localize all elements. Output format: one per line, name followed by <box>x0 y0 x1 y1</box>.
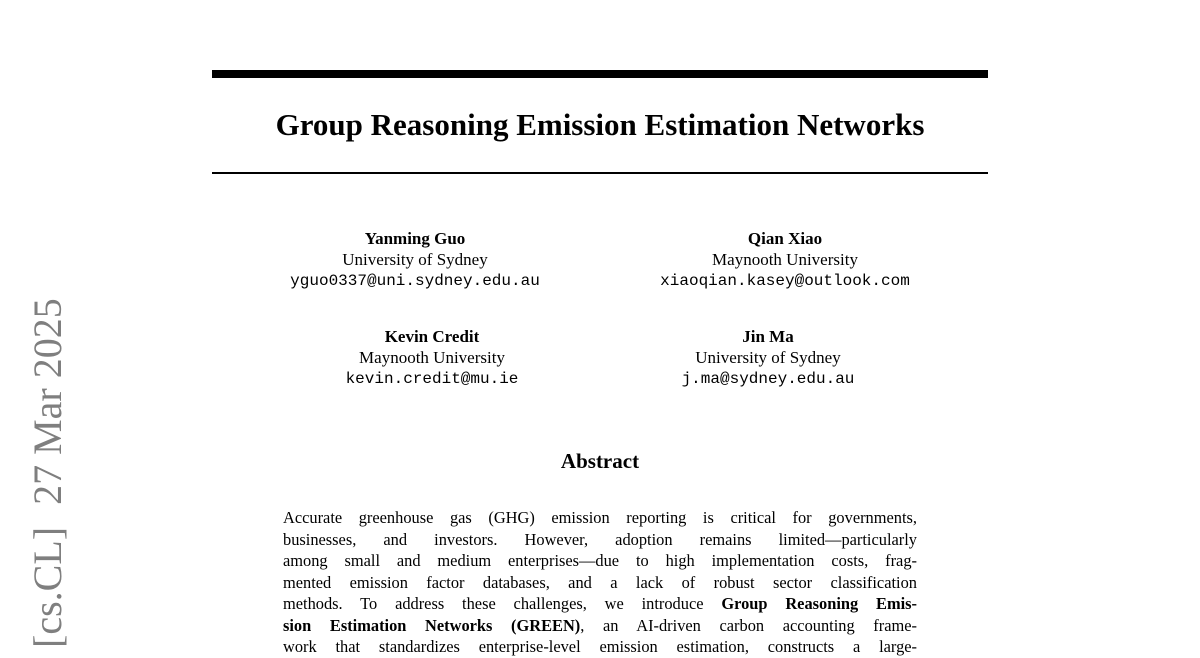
author-block <box>588 326 948 390</box>
abstract-text: methods. To address these challenges, we introduce <box>283 594 704 613</box>
title-rule-bottom <box>212 172 988 174</box>
abstract-line: work that standardizes enterprise-level emission estimation, constructs a large- <box>283 637 917 656</box>
abstract-heading: Abstract <box>560 449 640 473</box>
abstract-emphasis: Group Reasoning Emis- <box>721 594 917 613</box>
author-block <box>605 228 965 292</box>
abstract-line: among small and medium enterprises—due to high implementation costs, frag- <box>283 551 917 570</box>
abstract-body <box>283 507 917 658</box>
abstract-line: mented emission factor databases, and a lack of robust sector classification <box>283 572 917 592</box>
abstract-emphasis: sion Estimation Networks (GREEN) <box>283 615 581 635</box>
author-email[interactable]: j.ma@sydney.edu.au <box>681 370 855 388</box>
author-affiliation: Maynooth University <box>359 348 505 367</box>
author-block <box>235 228 595 292</box>
arxiv-category: [cs.CL] <box>25 526 70 648</box>
arxiv-date: 27 Mar 2025 <box>25 298 70 505</box>
title-rule-top <box>212 70 988 78</box>
author-name: Qian Xiao <box>747 229 823 248</box>
author-affiliation: University of Sydney <box>695 348 841 367</box>
abstract-line <box>283 593 917 615</box>
author-name: Kevin Credit <box>384 327 480 346</box>
arxiv-stamp <box>25 298 71 648</box>
abstract-line: Accurate greenhouse gas (GHG) emission reporting is critical for governments, <box>283 508 917 527</box>
author-email[interactable]: yguo0337@uni.sydney.edu.au <box>290 272 540 290</box>
author-affiliation: Maynooth University <box>712 250 858 269</box>
author-name: Jin Ma <box>742 327 794 346</box>
author-email[interactable]: xiaoqian.kasey@outlook.com <box>660 272 910 290</box>
abstract-line: businesses, and investors. However, adoption remains limited—particularly <box>283 529 917 549</box>
abstract-text: , an AI-driven carbon accounting frame- <box>580 615 917 635</box>
author-block <box>252 326 612 390</box>
abstract-line <box>283 615 917 637</box>
paper-title: Group Reasoning Emission Estimation Networks <box>275 107 925 142</box>
author-email[interactable]: kevin.credit@mu.ie <box>345 370 519 388</box>
author-affiliation: University of Sydney <box>342 250 488 269</box>
author-name: Yanming Guo <box>364 229 466 248</box>
